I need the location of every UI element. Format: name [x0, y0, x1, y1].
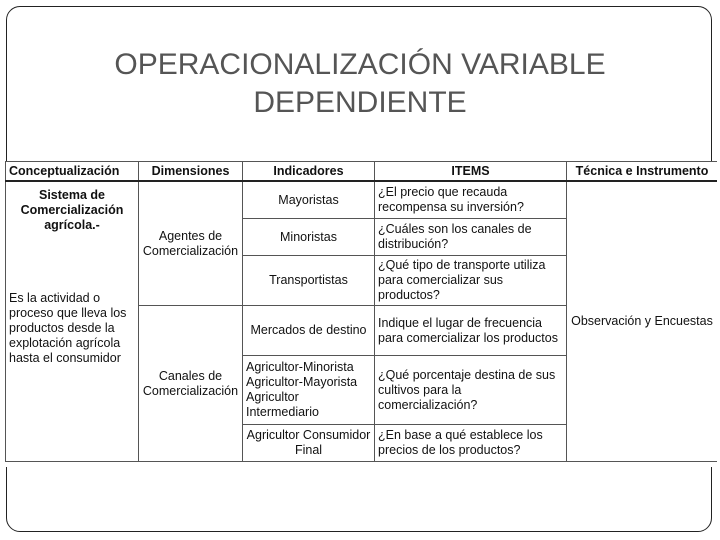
concept-text: Es la actividad o proceso que lleva los productos desde la explotación agrícola hasta el consumidor: [9, 291, 127, 365]
title-line-2: DEPENDIENTE: [253, 86, 467, 119]
item-cell: ¿En base a qué establece los precios de los productos?: [375, 425, 567, 462]
table-row: [6, 181, 718, 219]
item-cell: ¿Qué porcentaje destina de sus cultivos para la comercialización?: [375, 356, 567, 425]
item-cell: ¿Cuáles son los canales de distribución?: [375, 219, 567, 256]
item-cell: ¿Qué tipo de transporte utiliza para comercializar sus productos?: [375, 256, 567, 306]
indicator-cell: Agricultor-Minorista Agricultor-Mayorista Agricultor Intermediario: [243, 356, 375, 425]
operationalization-table: [5, 161, 717, 467]
item-cell: ¿El precio que recauda recompensa su inversión?: [375, 181, 567, 219]
technique-cell: Observación y Encuestas: [567, 181, 718, 462]
header-dimensiones: Dimensiones: [139, 162, 243, 182]
header-tecnica: Técnica e Instrumento: [567, 162, 718, 182]
indicator-cell: Minoristas: [243, 219, 375, 256]
concept-cell: [6, 181, 139, 462]
title-line-1: OPERACIONALIZACIÓN VARIABLE: [114, 48, 606, 81]
indicator-cell: Transportistas: [243, 256, 375, 306]
table-header-row: [6, 162, 718, 182]
header-indicadores: Indicadores: [243, 162, 375, 182]
indicator-cell: Agricultor Consumidor Final: [243, 425, 375, 462]
indicator-cell: Mercados de destino: [243, 306, 375, 356]
header-conceptualizacion: Conceptualización: [6, 162, 139, 182]
slide-title: [0, 46, 720, 122]
dimension-agentes: Agentes de Comercialización: [139, 181, 243, 306]
header-items: ITEMS: [375, 162, 567, 182]
item-cell: Indique el lugar de frecuencia para comercializar los productos: [375, 306, 567, 356]
concept-title: Sistema de Comercialización agrícola.-: [20, 188, 124, 232]
dimension-canales: Canales de Comercialización: [139, 306, 243, 462]
indicator-cell: Mayoristas: [243, 181, 375, 219]
